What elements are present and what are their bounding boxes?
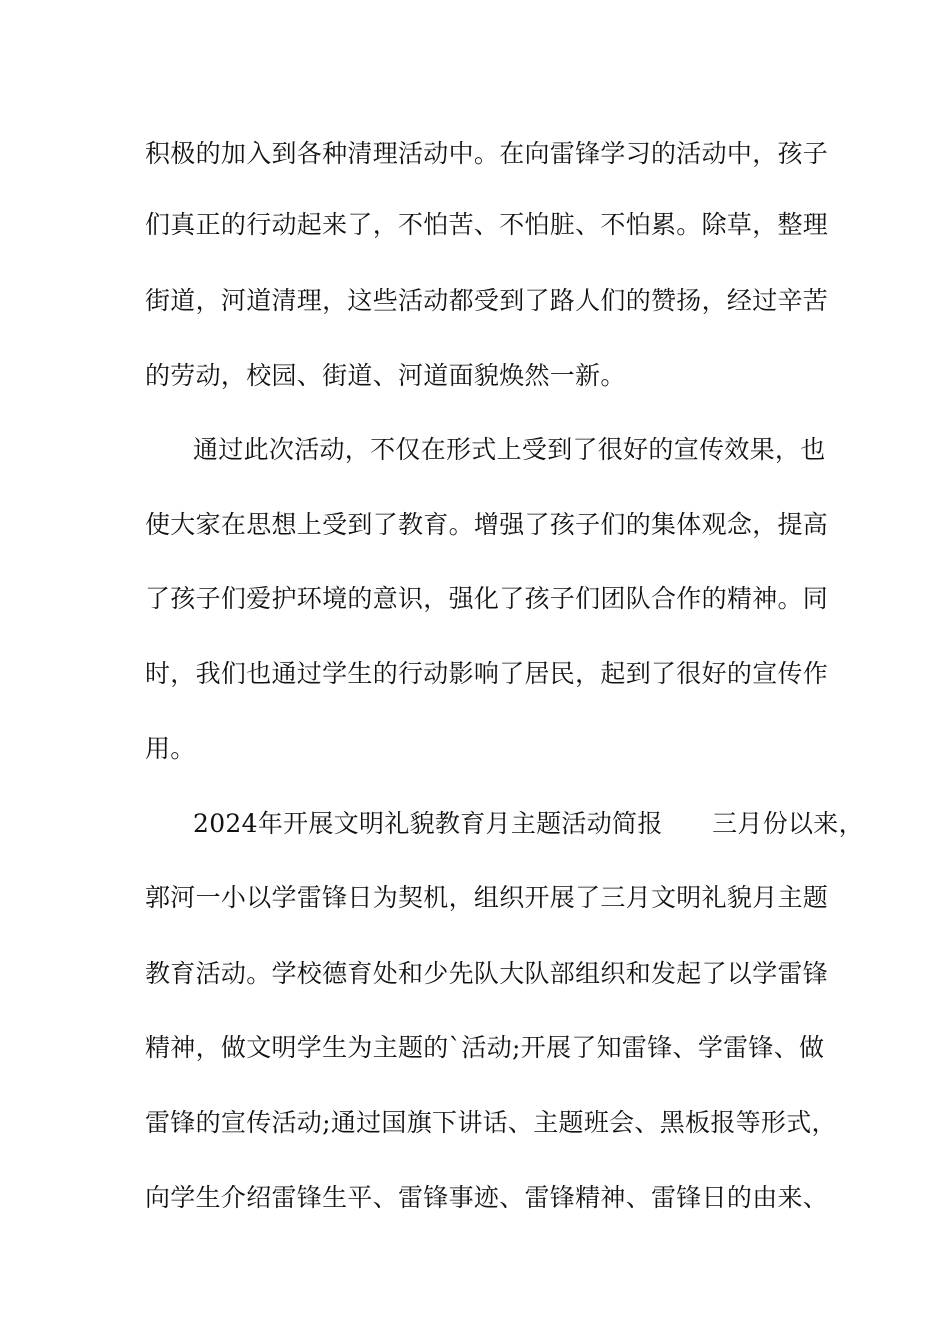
- text-line: 时，我们也通过学生的行动影响了居民，起到了很好的宣传作: [145, 659, 829, 688]
- paragraph-first-line: 通过此次活动，不仅在形式上受到了很好的宣传效果，也: [193, 435, 826, 464]
- text-line: 郭河一小以学雷锋日为契机，组织开展了三月文明礼貌月主题: [145, 883, 829, 912]
- text-line: 雷锋的宣传活动;通过国旗下讲话、主题班会、黑板报等形式，: [145, 1108, 837, 1137]
- text-line: 的劳动，校园、街道、河道面貌焕然一新。: [145, 361, 626, 390]
- text-line: 向学生介绍雷锋生平、雷锋事迹、雷锋精神、雷锋日的由来、: [145, 1183, 829, 1212]
- text-line: 们真正的行动起来了，不怕苦、不怕脏、不怕累。除草，整理: [145, 210, 829, 239]
- text-line: 了孩子们爱护环境的意识，强化了孩子们团队合作的精神。同: [145, 584, 829, 613]
- text-line: 使大家在思想上受到了教育。增强了孩子们的集体观念，提高: [145, 510, 829, 539]
- text-line: 积极的加入到各种清理活动中。在向雷锋学习的活动中，孩子: [145, 139, 829, 168]
- paragraph-first-line: 2024年开展文明礼貌教育月主题活动简报 三月份以来，: [193, 809, 864, 838]
- text-line: 精神，做文明学生为主题的`活动;开展了知雷锋、学雷锋、做: [145, 1033, 825, 1062]
- text-line: 用。: [145, 734, 196, 763]
- text-line: 街道，河道清理，这些活动都受到了路人们的赞扬，经过辛苦: [145, 286, 829, 315]
- text-line: 教育活动。学校德育处和少先队大队部组织和发起了以学雷锋: [145, 959, 829, 988]
